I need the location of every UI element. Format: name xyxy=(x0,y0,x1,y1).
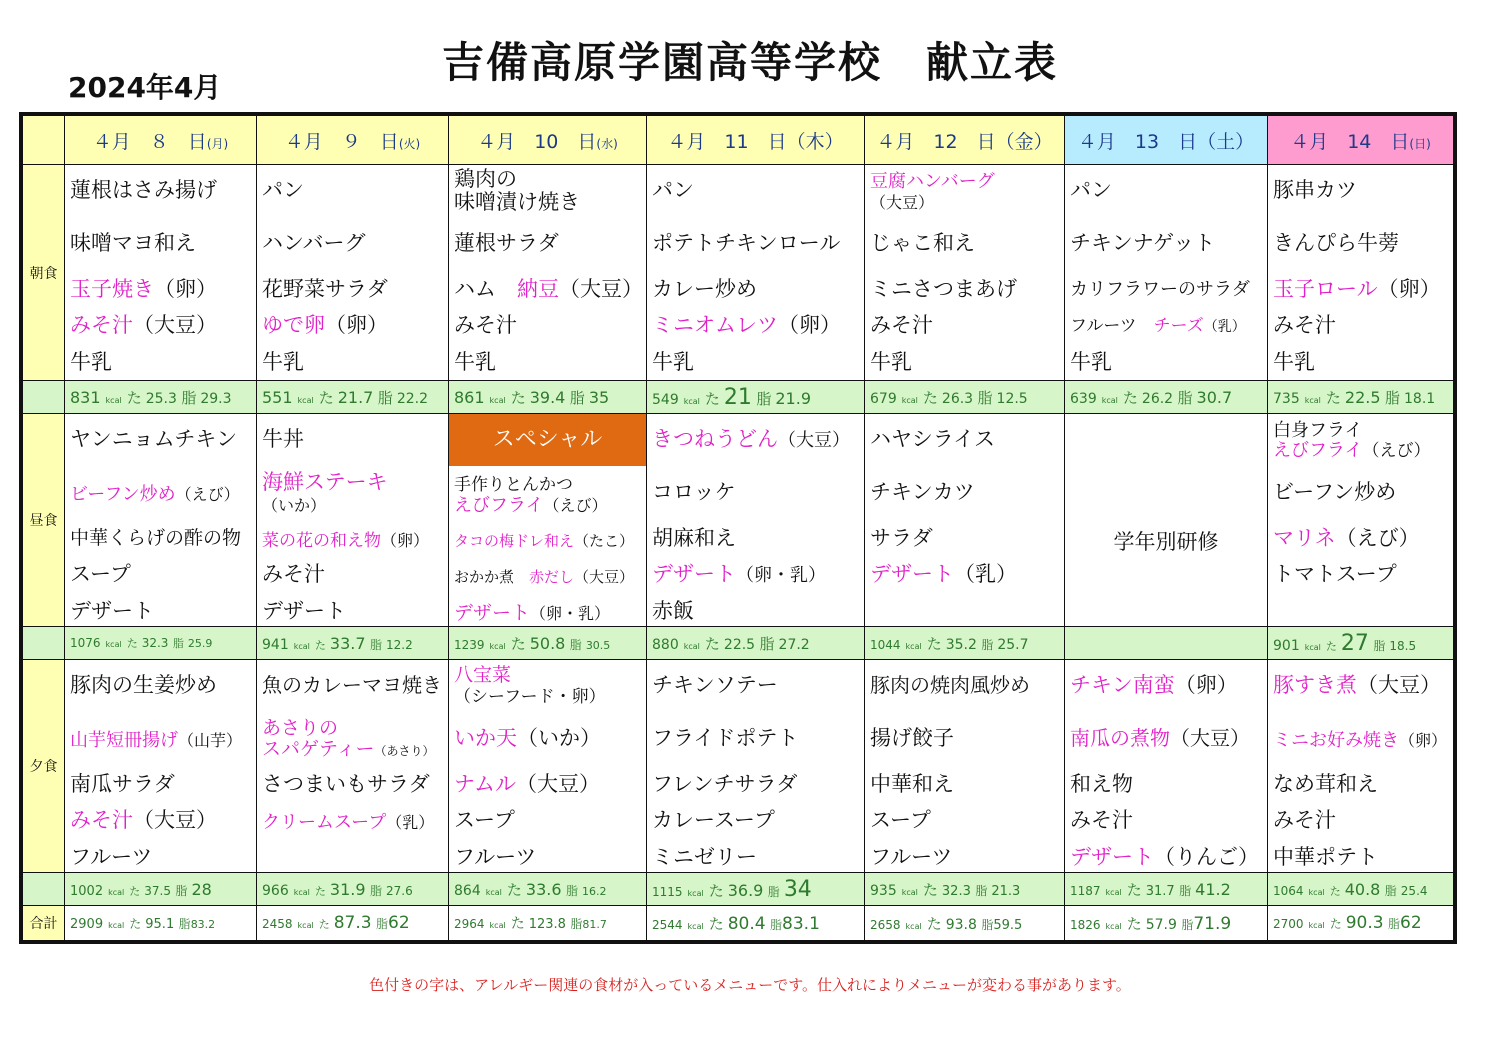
menu-item: ミニお好み焼き（卵） xyxy=(1273,730,1448,751)
menu-item: パン xyxy=(262,178,304,202)
menu-item: デザート（りんご） xyxy=(1070,845,1259,869)
nutrition-cell: 1064 kcal た 40.8 脂 25.4 xyxy=(1268,873,1454,906)
nutrition-cell: 831 kcal た 25.3 脂 29.3 xyxy=(65,381,257,414)
total-cell: 2909 kcal た 95.1 脂83.2 xyxy=(65,906,257,941)
menu-item: 豆腐ハンバーグ xyxy=(870,171,995,192)
menu-item: 牛乳 xyxy=(870,350,912,374)
page-title: 吉備高原学園高等学校 献立表 xyxy=(441,38,1058,87)
nutrition-cell: 549 kcal た 21 脂 21.9 xyxy=(647,381,865,414)
menu-item: 八宝菜 xyxy=(454,664,512,686)
header-row xyxy=(23,116,1454,165)
menu-item: フライドポテト xyxy=(652,726,799,750)
menu-item: みそ汁 xyxy=(1273,313,1336,337)
menu-cell xyxy=(449,165,647,381)
nutrition-label-cell xyxy=(23,381,65,414)
menu-item: じゃこ和え xyxy=(870,231,975,255)
menu-item: 蓮根サラダ xyxy=(454,231,559,255)
menu-item: チキンナゲット xyxy=(1070,231,1216,255)
menu-item: ミニさつまあげ xyxy=(870,277,1017,301)
nutrition-cell: 679 kcal た 26.3 脂 12.5 xyxy=(865,381,1065,414)
nutrition-cell: 735 kcal た 22.5 脂 18.1 xyxy=(1268,381,1454,414)
menu-cell xyxy=(65,165,257,381)
nutrition-cell: 941 kcal た 33.7 脂 12.2 xyxy=(257,627,449,660)
menu-cell xyxy=(1065,414,1268,627)
menu-item: フルーツ xyxy=(870,845,953,869)
menu-cell xyxy=(647,660,865,873)
menu-cell xyxy=(1268,414,1454,627)
nutrition-cell: 901 kcal た 27 脂 18.5 xyxy=(1268,627,1454,660)
month-label: 2024年4月 xyxy=(68,71,222,104)
menu-item: 魚のカレーマヨ焼き xyxy=(262,673,442,697)
breakfast-nutrition-row xyxy=(23,381,1454,414)
menu-item: みそ汁 xyxy=(454,313,517,337)
menu-item: 白身フライ xyxy=(1273,420,1363,441)
nutrition-label-cell xyxy=(23,873,65,906)
menu-item: フルーツ xyxy=(454,845,537,869)
menu-item: スパゲティー（あさり） xyxy=(262,738,435,760)
menu-cell xyxy=(257,414,449,627)
menu-item: えびフライ（えび） xyxy=(1273,440,1431,461)
menu-item: コロッケ xyxy=(652,480,736,504)
menu-item: スープ xyxy=(870,808,931,832)
menu-item: ビーフン炒め（えび） xyxy=(70,484,240,505)
dinner-row xyxy=(23,660,1454,873)
nutrition-cell: 935 kcal た 32.3 脂 21.3 xyxy=(865,873,1065,906)
nutrition-cell: 551 kcal た 21.7 脂 22.2 xyxy=(257,381,449,414)
menu-item: 牛乳 xyxy=(1070,350,1112,374)
menu-item: 花野菜サラダ xyxy=(262,277,388,301)
menu-item: えびフライ（えび） xyxy=(454,495,608,516)
menu-item: 豚肉の焼肉風炒め xyxy=(870,673,1030,697)
nutrition-cell: 1239 kcal た 50.8 脂 30.5 xyxy=(449,627,647,660)
menu-item: 山芋短冊揚げ（山芋） xyxy=(70,730,243,751)
menu-item: 南瓜の煮物（大豆） xyxy=(1070,726,1250,750)
nutrition-cell: 864 kcal た 33.6 脂 16.2 xyxy=(449,873,647,906)
nutrition-cell: 966 kcal た 31.9 脂 27.6 xyxy=(257,873,449,906)
nutrition-cell: 1115 kcal た 36.9 脂 34 xyxy=(647,873,865,906)
menu-item: おかか煮 赤だし（大豆） xyxy=(454,568,635,586)
menu-cell xyxy=(449,414,647,627)
menu-item: トマトスープ xyxy=(1273,562,1397,586)
menu-item: フルーツ チーズ（乳） xyxy=(1070,316,1246,336)
meal-label-lunch: 昼食 xyxy=(23,414,65,627)
menu-cell xyxy=(647,414,865,627)
special-banner: スペシャル xyxy=(449,414,646,466)
menu-item: 中華和え xyxy=(870,772,954,796)
menu-item: ハム 納豆（大豆） xyxy=(454,277,643,301)
total-cell: 1826 kcal た 57.9 脂71.9 xyxy=(1065,906,1268,941)
menu-item: 牛乳 xyxy=(70,350,112,374)
menu-cell xyxy=(865,660,1065,873)
total-label: 合計 xyxy=(23,906,65,941)
menu-item: いか天（いか） xyxy=(454,726,601,750)
menu-item: きんぴら牛蒡 xyxy=(1273,231,1399,255)
menu-item: ミニゼリー xyxy=(652,845,757,869)
menu-item: 蓮根はさみ揚げ xyxy=(70,178,217,202)
menu-item: 中華くらげの酢の物 xyxy=(70,527,242,549)
day-header: ４月 11 日（木） xyxy=(647,116,865,165)
menu-item: みそ汁 xyxy=(870,313,933,337)
menu-item: サラダ xyxy=(870,526,933,550)
menu-item: 鶏肉の xyxy=(454,167,517,191)
meal-label-dinner: 夕食 xyxy=(23,660,65,873)
menu-item: デザート（卵・乳） xyxy=(652,562,826,586)
menu-item: 牛乳 xyxy=(1273,350,1315,374)
lunch-nutrition-row xyxy=(23,627,1454,660)
totals-row xyxy=(23,906,1454,941)
menu-item: 豚すき煮（大豆） xyxy=(1273,673,1441,697)
menu-item: 胡麻和え xyxy=(652,526,736,550)
menu-cell xyxy=(1268,165,1454,381)
menu-cell xyxy=(257,165,449,381)
menu-item: 味噌漬け焼き xyxy=(454,190,580,214)
day-header: ４月 ９ 日(火) xyxy=(257,116,449,165)
menu-item: 揚げ餃子 xyxy=(870,726,954,750)
menu-item: あさりの xyxy=(262,717,339,739)
menu-item: ナムル（大豆） xyxy=(454,772,600,796)
menu-cell xyxy=(65,414,257,627)
day-header: ４月 10 日(水) xyxy=(449,116,647,165)
nutrition-label-cell xyxy=(23,627,65,660)
menu-item: 玉子ロール（卵） xyxy=(1273,277,1441,301)
menu-item: フルーツ xyxy=(70,845,153,869)
nutrition-cell: 639 kcal た 26.2 脂 30.7 xyxy=(1065,381,1268,414)
menu-item: クリームスープ（乳） xyxy=(262,812,435,833)
day-header: ４月 12 日（金） xyxy=(865,116,1065,165)
menu-cell xyxy=(65,660,257,873)
nutrition-cell: 1002 kcal た 37.5 脂 28 xyxy=(65,873,257,906)
total-cell: 2544 kcal た 80.4 脂83.1 xyxy=(647,906,865,941)
menu-item: カレースープ xyxy=(652,808,775,832)
menu-item: 赤飯 xyxy=(652,599,694,623)
nutrition-cell: 1044 kcal た 35.2 脂 25.7 xyxy=(865,627,1065,660)
menu-cell xyxy=(1268,660,1454,873)
menu-item: チキンカツ xyxy=(870,480,975,504)
menu-item: さつまいもサラダ xyxy=(262,772,430,796)
menu-item: カリフラワーのサラダ xyxy=(1070,279,1250,300)
menu-item: 豚串カツ xyxy=(1273,178,1357,202)
menu-item: 和え物 xyxy=(1070,772,1133,796)
menu-item: （いか） xyxy=(262,496,327,515)
menu-item: みそ汁（大豆） xyxy=(70,808,217,832)
total-cell: 2658 kcal た 93.8 脂59.5 xyxy=(865,906,1065,941)
menu-item: ミニオムレツ（卵） xyxy=(652,313,841,337)
corner-cell xyxy=(23,116,65,165)
menu-item: 菜の花の和え物（卵） xyxy=(262,531,430,551)
menu-item: チキンソテー xyxy=(652,673,778,697)
menu-item: ポテトチキンロール xyxy=(652,231,841,255)
menu-item: ハヤシライス xyxy=(870,427,995,451)
menu-cell xyxy=(257,660,449,873)
menu-item: みそ汁（大豆） xyxy=(70,313,217,337)
menu-item: スープ xyxy=(70,562,131,586)
menu-item: ヤンニョムチキン xyxy=(70,427,238,451)
lunch-row xyxy=(23,414,1454,627)
total-cell: 2700 kcal た 90.3 脂62 xyxy=(1268,906,1454,941)
day-header-sunday: ４月 14 日(日) xyxy=(1268,116,1454,165)
breakfast-row xyxy=(23,165,1454,381)
menu-item: ゆで卵（卵） xyxy=(262,313,388,337)
menu-item: デザート（乳） xyxy=(870,562,1017,586)
menu-cell xyxy=(449,660,647,873)
menu-item: チキン南蛮（卵） xyxy=(1070,673,1238,697)
nutrition-cell-empty xyxy=(1065,627,1268,660)
nutrition-cell: 861 kcal た 39.4 脂 35 xyxy=(449,381,647,414)
menu-item: スープ xyxy=(454,808,515,832)
menu-item: 手作りとんかつ xyxy=(454,475,573,495)
menu-item: パン xyxy=(652,178,694,202)
training-note: 学年別研修 xyxy=(1113,530,1219,554)
menu-item: ビーフン炒め xyxy=(1273,480,1397,504)
menu-item: フレンチサラダ xyxy=(652,772,798,796)
total-cell: 2458 kcal た 87.3 脂62 xyxy=(257,906,449,941)
total-cell: 2964 kcal た 123.8 脂81.7 xyxy=(449,906,647,941)
menu-item: （シーフード・卵） xyxy=(454,687,606,707)
menu-item: みそ汁 xyxy=(1070,808,1133,832)
menu-table xyxy=(22,115,1454,941)
day-header: ４月 ８ 日(月) xyxy=(65,116,257,165)
day-header-saturday: ４月 13 日（土） xyxy=(1065,116,1268,165)
menu-item: 牛乳 xyxy=(652,350,694,374)
menu-item: 中華ポテト xyxy=(1273,845,1378,869)
nutrition-cell: 1076 kcal た 32.3 脂 25.9 xyxy=(65,627,257,660)
menu-item: みそ汁 xyxy=(262,562,325,586)
menu-item: デザート xyxy=(262,599,346,623)
menu-cell xyxy=(647,165,865,381)
menu-cell xyxy=(1065,165,1268,381)
menu-item: 玉子焼き（卵） xyxy=(70,277,217,301)
nutrition-cell: 1187 kcal た 31.7 脂 41.2 xyxy=(1065,873,1268,906)
menu-item: 南瓜サラダ xyxy=(70,772,175,796)
menu-item: ハンバーグ xyxy=(262,231,366,255)
menu-item: カレー炒め xyxy=(652,277,757,301)
menu-item: 牛乳 xyxy=(454,350,496,374)
menu-item: 海鮮ステーキ xyxy=(262,470,388,494)
menu-item: タコの梅ドレ和え（たこ） xyxy=(454,532,635,550)
allergy-footnote: 色付きの字は、アレルギー関連の食材が入っているメニューです。仕入れによりメニューが変わる事があります。 xyxy=(369,976,1131,994)
menu-item: デザート（卵・乳） xyxy=(454,602,611,624)
menu-item: パン xyxy=(1070,178,1112,202)
menu-item: （大豆） xyxy=(870,193,935,212)
menu-item: なめ茸和え xyxy=(1273,772,1378,796)
menu-item: きつねうどん（大豆） xyxy=(652,427,850,451)
menu-item: 豚肉の生姜炒め xyxy=(70,673,217,697)
menu-item: 味噌マヨ和え xyxy=(70,231,196,255)
dinner-nutrition-row xyxy=(23,873,1454,906)
menu-cell xyxy=(865,165,1065,381)
meal-label-breakfast: 朝食 xyxy=(23,165,65,381)
menu-cell xyxy=(1065,660,1268,873)
menu-item: みそ汁 xyxy=(1273,808,1336,832)
menu-item: 牛丼 xyxy=(262,427,304,451)
menu-cell xyxy=(865,414,1065,627)
menu-item: 牛乳 xyxy=(262,350,304,374)
nutrition-cell: 880 kcal た 22.5 脂 27.2 xyxy=(647,627,865,660)
menu-item: マリネ（えび） xyxy=(1273,526,1420,550)
menu-item: デザート xyxy=(70,599,154,623)
